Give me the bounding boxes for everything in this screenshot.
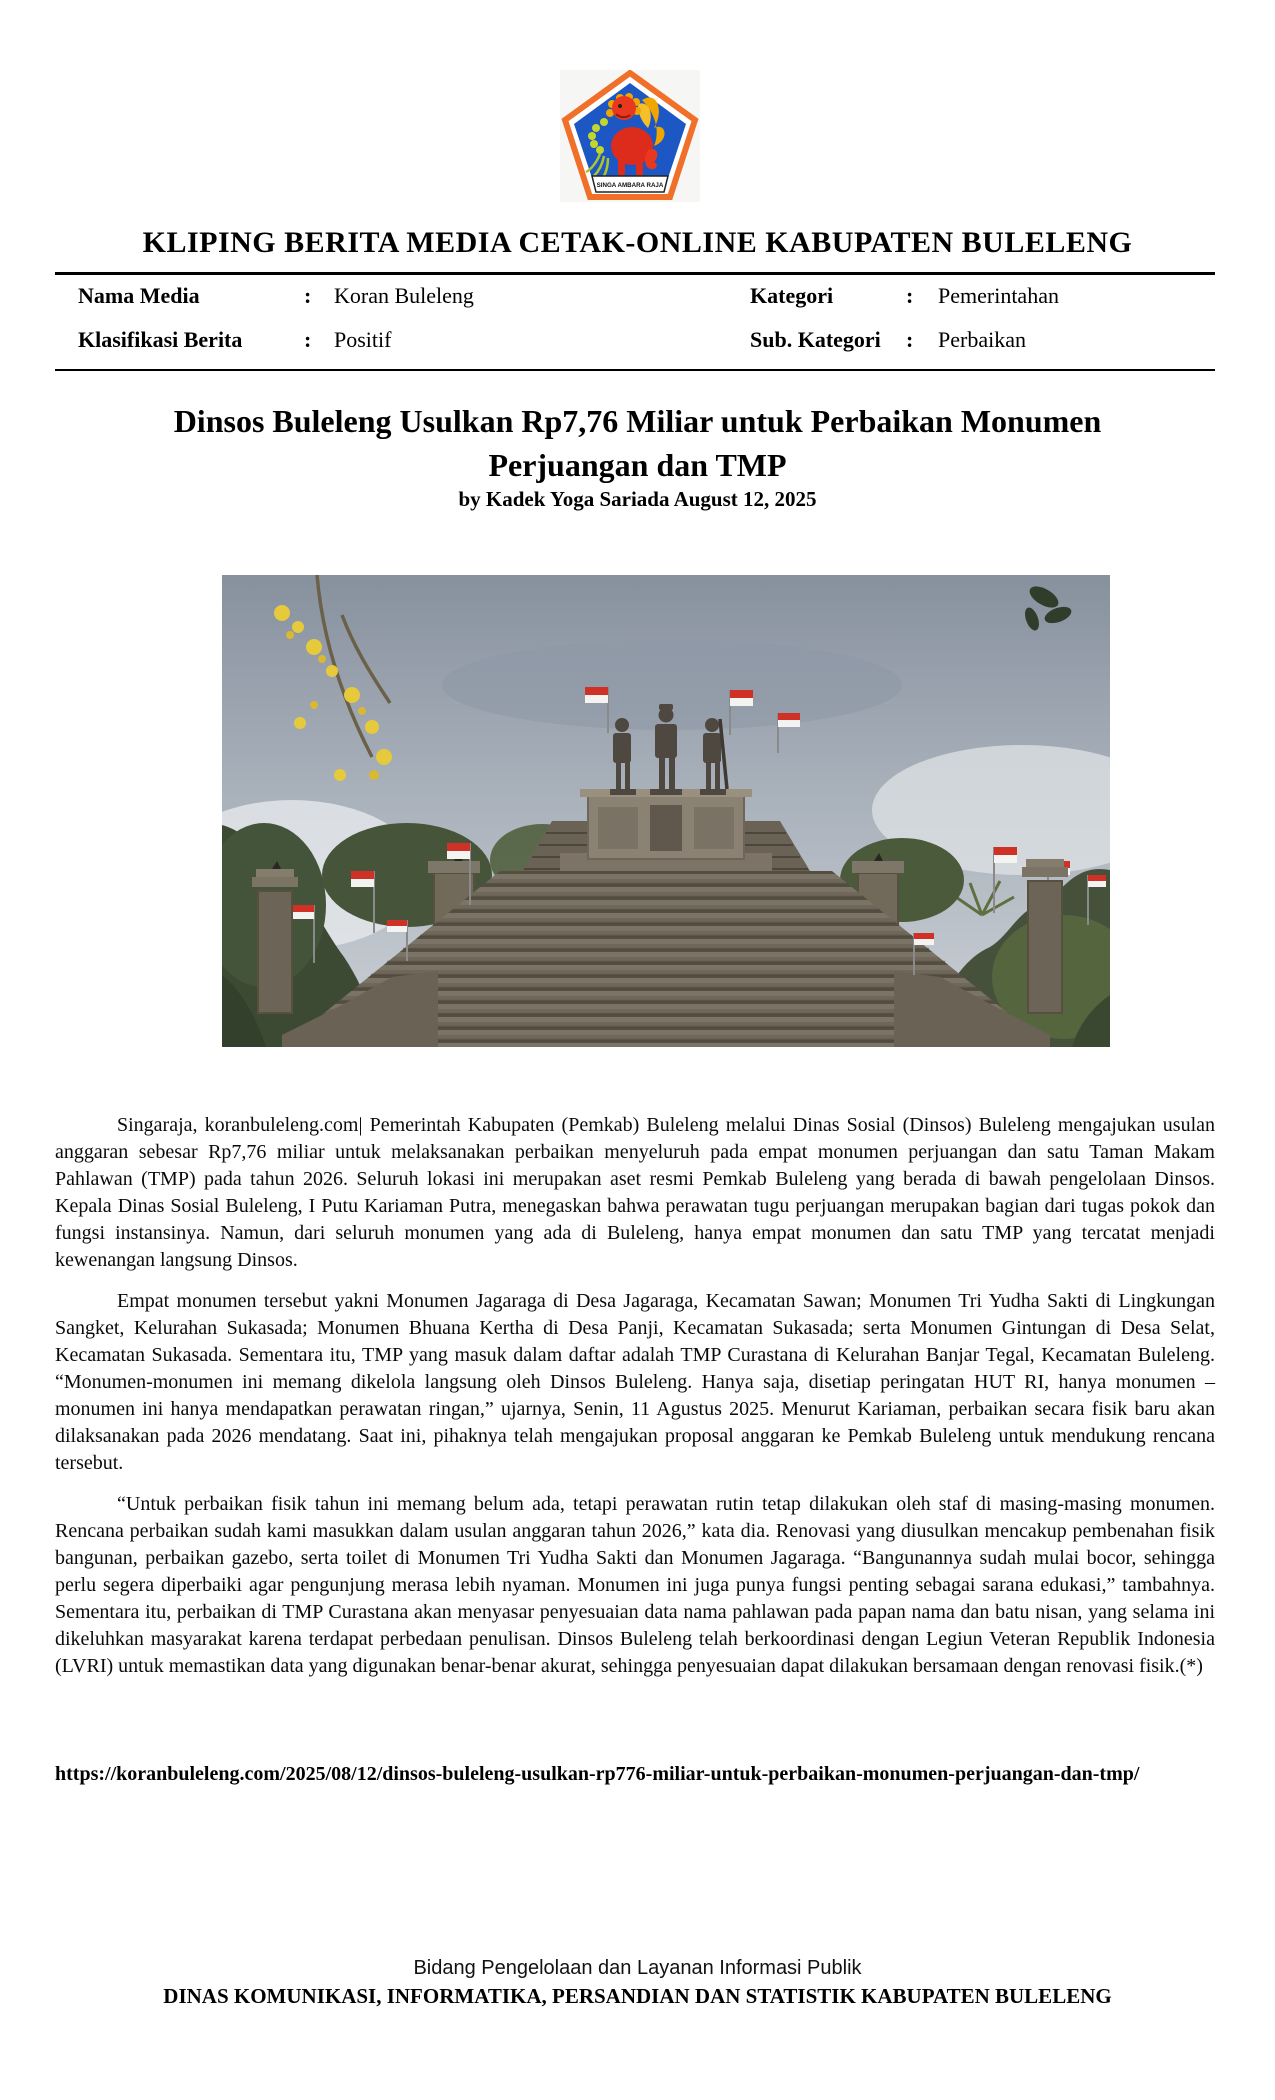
meta-value-kategori: Pemerintahan <box>938 283 1059 308</box>
source-url-link[interactable]: https://koranbuleleng.com/2025/08/12/dinsos-buleleng-usulkan-rp776-miliar-untuk-perbaikan-monumen-perjuangan-dan-tmp/ <box>55 1763 1140 1785</box>
crest-banner-text: SINGA AMBARA RAJA <box>596 182 664 189</box>
meta-value-sub-kategori: Perbaikan <box>938 327 1026 352</box>
article-paragraph-2: Empat monumen tersebut yakni Monumen Jagaraga di Desa Jagaraga, Kecamatan Sawan; Monumen Tri Yudha Sakti di Lingkungan Sangket, Kelurahan Sukasada; Monumen Bhuana Kertha di Desa Panji, Kecamatan Sukasada; serta Monumen Gintungan di Desa Selat, Kecamatan Sukasada. Sementara itu, TMP yang masuk dalam daftar adalah TMP Curastana di Kelurahan Banjar Tegal, Kecamatan Buleleng. “Monumen-monumen ini memang dikelola langsung oleh Dinsos Buleleng. Hanya saja, disetiap peringatan HUT RI, hanya monumen – monumen ini hanya mendapatkan perawatan ringan,” ujarnya, Senin, 11 Agustus 2025. Menurut Kariaman, perbaikan secara fisik baru akan dilaksanakan pada 2026 mendatang. Saat ini, pihaknya telah mengajukan proposal anggaran ke Pemkab Buleleng untuk mendukung rencana tersebut. <box>55 1290 1215 1474</box>
article-title-line2: Perjuangan dan TMP <box>488 447 787 483</box>
article-title-line1: Dinsos Buleleng Usulkan Rp7,76 Miliar untuk Perbaikan Monumen <box>173 403 1102 439</box>
meta-colon: : <box>906 327 914 352</box>
article-byline: by Kadek Yoga Sariada August 12, 2025 <box>458 487 817 511</box>
article-paragraph-3: “Untuk perbaikan fisik tahun ini memang belum ada, tetapi perawatan rutin tetap dilakukan oleh staf di masing-masing monumen. Rencana perbaikan sudah kami masukkan dalam usulan anggaran tahun 2026,” kata dia. Renovasi yang diusulkan mencakup pembenahan fisik bangunan, perbaikan gazebo, serta toilet di Monumen Tri Yudha Sakti dan Monumen Jagaraga. “Bangunannya sudah mulai bocor, sehingga perlu segera diperbaiki agar pengunjung merasa lebih nyaman. Monumen ini juga punya fungsi penting sebagai sarana edukasi,” tambahnya. Sementara itu, perbaikan di TMP Curastana akan menyasar penyesuaian data nama pahlawan pada papan nama dan batu nisan, yang selama ini dikeluhkan masyarakat karena terdapat perbedaan penulisan. Dinsos Buleleng telah berkoordinasi dengan Legiun Veteran Republik Indonesia (LVRI) untuk memastikan data yang digunakan benar-benar akurat, sehingga penyesuaian dapat dilakukan bersamaan dengan renovasi fisik.(*) <box>55 1493 1215 1677</box>
regency-crest-icon <box>560 70 700 202</box>
monument-photo-illustration <box>222 575 1110 1047</box>
meta-value-nama-media: Koran Buleleng <box>334 283 474 308</box>
footer-agency-line: DINAS KOMUNIKASI, INFORMATIKA, PERSANDIAN DAN STATISTIK KABUPATEN BULELENG <box>163 1984 1112 2008</box>
meta-colon: : <box>304 327 312 352</box>
divider-bottom <box>55 369 1215 371</box>
footer-division-line: Bidang Pengelolaan dan Layanan Informasi Publik <box>413 1957 862 1979</box>
article-title <box>0 399 1275 487</box>
article-paragraph-1: Singaraja, koranbuleleng.com| Pemerintah Kabupaten (Pemkab) Buleleng melalui Dinas Sosial (Dinsos) Buleleng mengajukan usulan anggaran sebesar Rp7,76 miliar untuk melaksanakan perbaikan menyeluruh pada empat monumen perjuangan dan satu Taman Makam Pahlawan (TMP) pada tahun 2026. Seluruh lokasi ini merupakan aset resmi Pemkab Buleleng yang berada di bawah pengelolaan Dinsos. Kepala Dinas Sosial Buleleng, I Putu Kariaman Putra, menegaskan bahwa perawatan tugu perjuangan merupakan bagian dari tugas pokok dan fungsi instansinya. Namun, dari seluruh monumen yang ada di Buleleng, hanya empat monumen dan satu TMP yang tercatat menjadi kewenangan langsung Dinsos. <box>55 1114 1215 1271</box>
meta-colon: : <box>304 283 312 308</box>
document-heading: KLIPING BERITA MEDIA CETAK-ONLINE KABUPATEN BULELENG <box>142 226 1133 259</box>
meta-label-sub-kategori: Sub. Kategori <box>750 327 881 352</box>
meta-value-klasifikasi: Positif <box>334 327 392 352</box>
regency-logo <box>560 70 700 202</box>
meta-label-kategori: Kategori <box>750 283 834 308</box>
article-body <box>55 1112 1215 1694</box>
meta-label-klasifikasi: Klasifikasi Berita <box>78 327 243 352</box>
meta-row-2 <box>0 327 1275 357</box>
divider-top <box>55 272 1215 275</box>
meta-row-1 <box>0 283 1275 313</box>
meta-label-nama-media: Nama Media <box>78 283 200 308</box>
meta-colon: : <box>906 283 914 308</box>
article-photo <box>222 575 1110 1047</box>
